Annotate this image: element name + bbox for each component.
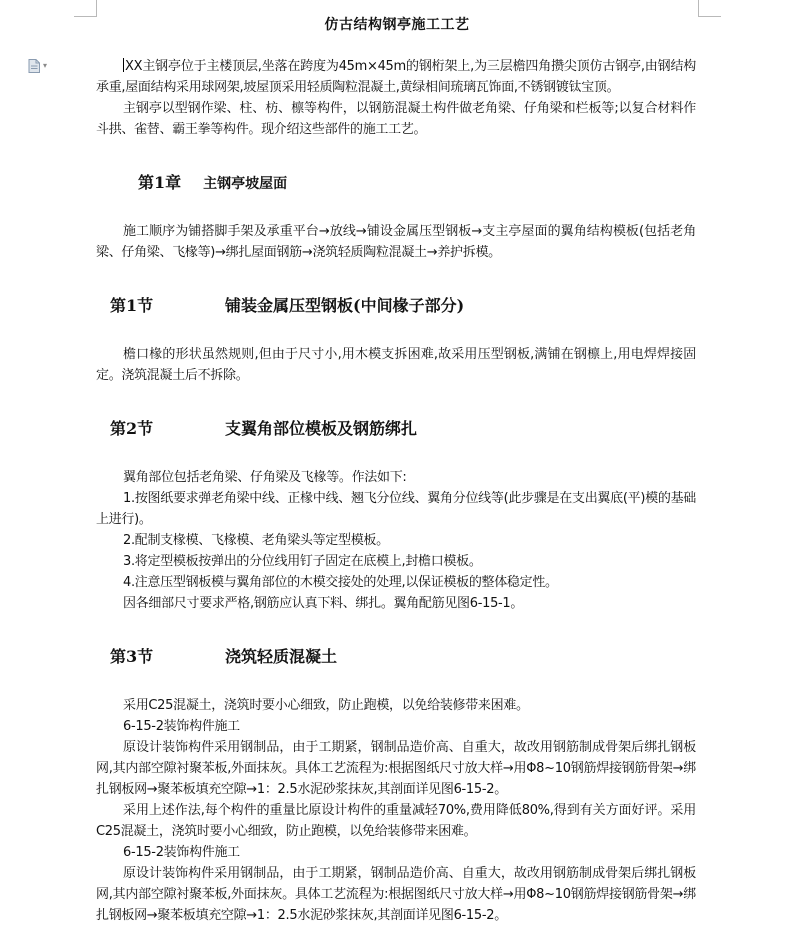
section-2-paragraph[interactable]: 翼角部位包括老角梁、仔角梁及飞椽等。作法如下: xyxy=(123,470,407,485)
section-name: 铺装金属压型钢板(中间椽子部分) xyxy=(225,296,465,315)
document-body[interactable] xyxy=(96,56,696,926)
list-item[interactable]: 1.按图纸要求弹老角梁中线、正椽中线、翘飞分位线、翼角分位线等(此步骤是在支出翼底(平)模的基础上进行)。 xyxy=(96,491,696,527)
list-item[interactable]: 2.配制支椽模、飞椽模、老角梁头等定型模板。 xyxy=(123,533,389,548)
chapter-name: 主钢亭坡屋面 xyxy=(203,176,288,192)
text-cursor xyxy=(123,58,124,72)
section-1-paragraph[interactable]: 檐口椽的形状虽然规则,但由于尺寸小,用木模支拆困难,故采用压型钢板,满铺在钢檩上,用电焊焊接固定。浇筑混凝土后不拆除。 xyxy=(96,347,696,383)
section-label: 第2节 xyxy=(110,419,154,438)
intro-paragraph-1[interactable] xyxy=(96,56,696,98)
chapter-label: 第1章 xyxy=(138,173,182,192)
section-3-paragraph[interactable]: 原设计装饰构件采用钢制品，由于工期紧，钢制品造价高、自重大，故改用钢筋制成骨架后绑扎钢板网,其内部空隙衬聚苯板,外面抹灰。具体工艺流程为:根据图纸尺寸放大样→用Φ8~10钢筋焊接钢筋骨架→绑扎钢板网→聚苯板填充空隙→1：2.5水泥砂浆抹灰,其剖面详见图6-15-2。 xyxy=(96,866,696,923)
chapter-heading[interactable] xyxy=(138,170,696,193)
section-heading-3[interactable] xyxy=(110,644,696,667)
chevron-down-icon: ▾ xyxy=(43,61,48,70)
section-3-paragraph[interactable]: 原设计装饰构件采用钢制品，由于工期紧，钢制品造价高、自重大，故改用钢筋制成骨架后绑扎钢板网,其内部空隙衬聚苯板,外面抹灰。具体工艺流程为:根据图纸尺寸放大样→用Φ8~10钢筋焊接钢筋骨架→绑扎钢板网→聚苯板填充空隙→1：2.5水泥砂浆抹灰,其剖面详见图6-15-2。 xyxy=(96,740,696,797)
list-item[interactable]: 3.将定型模板按弹出的分位线用钉子固定在底模上,封檐口模板。 xyxy=(123,554,482,569)
section-label: 第3节 xyxy=(110,647,154,666)
list-item[interactable]: 4.注意压型钢板模与翼角部位的木模交接处的处理,以保证模板的整体稳定性。 xyxy=(123,575,558,590)
section-heading-1[interactable] xyxy=(110,293,696,316)
section-3-paragraph[interactable]: 6-15-2装饰构件施工 xyxy=(123,719,240,734)
section-2-paragraph[interactable]: 因各细部尺寸要求严格,钢筋应认真下料、绑扎。翼角配筋见图6-15-1。 xyxy=(123,596,524,611)
chapter-body[interactable]: 施工顺序为铺搭脚手架及承重平台→放线→铺设金属压型钢板→支主亭屋面的翼角结构模板(包括老角梁、仔角梁、飞椽等)→绑扎屋面钢筋→浇筑轻质陶粒混凝土→养护拆模。 xyxy=(96,224,696,260)
section-heading-2[interactable] xyxy=(110,416,696,439)
section-label: 第1节 xyxy=(110,296,154,315)
section-name: 浇筑轻质混凝土 xyxy=(225,647,338,666)
section-name: 支翼角部位模板及钢筋绑扎 xyxy=(225,419,418,438)
section-3-paragraph[interactable]: 采用上述作法,每个构件的重量比原设计构件的重量减轻70%,费用降低80%,得到有关方面好评。采用C25混凝土，浇筑时要小心细致，防止跑模，以免给装修带来困难。 xyxy=(96,803,696,839)
section-3-paragraph[interactable]: 采用C25混凝土，浇筑时要小心细致，防止跑模，以免给装修带来困难。 xyxy=(123,698,529,713)
intro-text-1: XX主钢亭位于主楼顶层,坐落在跨度为45m×45m的钢桁架上,为三层檐四角攒尖顶仿古钢亭,由钢结构承重,屋面结构采用球网架,坡屋顶采用轻质陶粒混凝土,黄绿相间琉璃瓦饰面,不锈钢镀钛宝顶。 xyxy=(96,59,696,95)
document-title: 仿古结构钢亭施工工艺 xyxy=(324,17,470,33)
document-icon xyxy=(28,59,40,73)
paragraph-menu-button[interactable] xyxy=(28,58,54,74)
intro-paragraph-2[interactable]: 主钢亭以型钢作梁、柱、枋、檩等构件，以钢筋混凝土构件做老角梁、仔角梁和栏板等;以复合材料作斗拱、雀替、霸王拳等构件。现介绍这些部件的施工工艺。 xyxy=(96,101,696,137)
section-3-paragraph[interactable]: 6-15-2装饰构件施工 xyxy=(123,845,240,860)
